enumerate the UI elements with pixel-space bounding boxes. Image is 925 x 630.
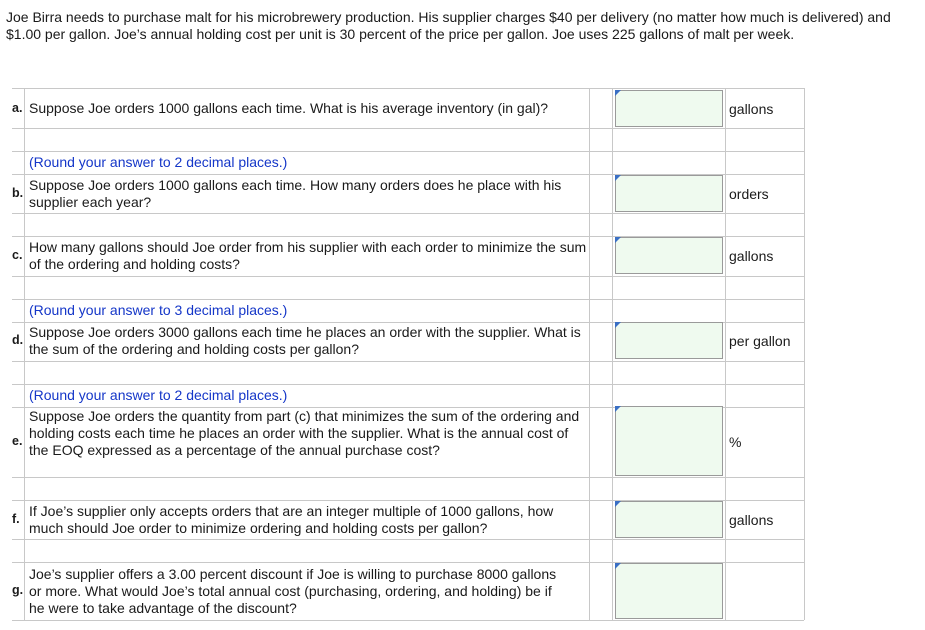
answer-input-d[interactable] xyxy=(615,322,723,359)
unit-label-c: gallons xyxy=(729,248,774,264)
rounding-hint-d: (Round your answer to 3 decimal places.) xyxy=(29,302,288,318)
column-divider xyxy=(24,88,25,620)
question-text-a: Suppose Joe orders 1000 gallons each time. What is his average inventory (in gal)? xyxy=(29,100,549,116)
unit-label-b: orders xyxy=(729,186,769,202)
unit-label-d: per gallon xyxy=(729,333,791,349)
question-label-a: a. xyxy=(12,101,23,115)
row-divider xyxy=(12,213,804,214)
problem-statement: Joe Birra needs to purchase malt for his microbrewery production. His supplier charges $40 per delivery (no matter how much is delivered) and $1.00 per gallon. Joe’s annual holding cost per unit is 30 percent of the price per gallon. Joe uses 225 gallons of malt per week. xyxy=(6,9,891,42)
question-label-g: g. xyxy=(12,583,24,597)
answer-input-c[interactable] xyxy=(615,237,723,274)
answer-input-b[interactable] xyxy=(615,175,723,212)
answer-input-a[interactable] xyxy=(615,90,723,127)
column-divider xyxy=(589,88,590,620)
question-label-f: f. xyxy=(12,512,20,526)
row-divider xyxy=(12,384,804,385)
question-label-c: c. xyxy=(12,248,23,262)
question-text-b: Suppose Joe orders 1000 gallons each time. How many orders does he place with his supplier each year? xyxy=(29,177,562,210)
unit-label-a: gallons xyxy=(729,101,774,117)
question-text-g: Joe’s supplier offers a 3.00 percent discount if Joe is willing to purchase 8000 gallons or more. What would Joe’s total annual cost (purchasing, ordering, and holding) be if he were to take advantage of the discount? xyxy=(29,566,557,616)
answer-cell-f xyxy=(615,501,723,538)
rounding-hint-e: (Round your answer to 2 decimal places.) xyxy=(29,387,288,403)
row-divider xyxy=(12,361,804,362)
question-label-b: b. xyxy=(12,186,24,200)
row-divider xyxy=(12,620,804,621)
answer-input-e[interactable] xyxy=(615,406,723,476)
answer-cell-c xyxy=(615,237,723,274)
question-text-f: If Joe’s supplier only accepts orders that are an integer multiple of 1000 gallons, how much should Joe order to minimize ordering and holding costs per gallon? xyxy=(29,503,554,536)
question-label-d: d. xyxy=(12,333,24,347)
unit-label-e: % xyxy=(729,434,742,450)
answer-cell-d xyxy=(615,322,723,359)
question-label-e: e. xyxy=(12,434,23,448)
answer-cell-a xyxy=(615,90,723,127)
column-divider xyxy=(612,88,613,620)
answer-cell-g xyxy=(615,563,723,619)
question-text-e: Suppose Joe orders the quantity from part (c) that minimizes the sum of the ordering and holding costs each time he places an order with the supplier. What is the annual cost of the EOQ expressed as a percentage of the annual purchase cost? xyxy=(29,408,580,458)
row-divider xyxy=(12,151,804,152)
rounding-hint-b: (Round your answer to 2 decimal places.) xyxy=(29,154,288,170)
row-divider xyxy=(12,299,804,300)
row-divider xyxy=(12,128,804,129)
row-divider xyxy=(12,276,804,277)
column-divider xyxy=(804,88,805,620)
row-divider xyxy=(12,88,804,89)
answer-input-g[interactable] xyxy=(615,563,723,619)
row-divider xyxy=(12,539,804,540)
question-text-c: How many gallons should Joe order from his supplier with each order to minimize the sum of the ordering and holding costs? xyxy=(29,239,587,272)
row-divider xyxy=(12,477,804,478)
answer-input-f[interactable] xyxy=(615,501,723,538)
answer-cell-b xyxy=(615,175,723,212)
column-divider xyxy=(725,88,726,620)
question-text-d: Suppose Joe orders 3000 gallons each time he places an order with the supplier. What is the sum of the ordering and holding costs per gallon? xyxy=(29,324,581,357)
answer-cell-e xyxy=(615,406,723,476)
unit-label-f: gallons xyxy=(729,512,774,528)
